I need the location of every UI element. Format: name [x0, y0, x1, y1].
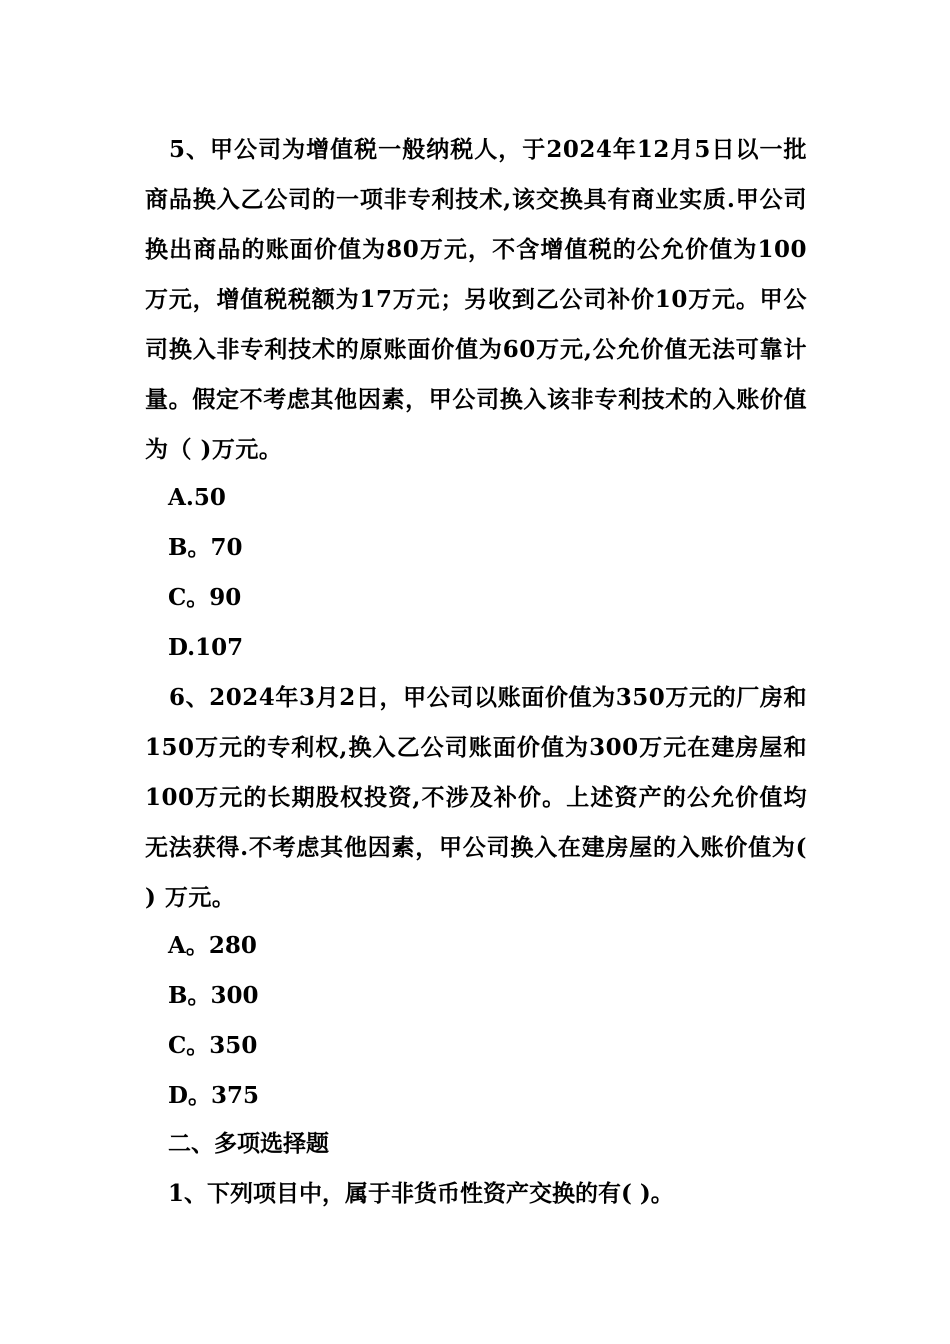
multi-question-1-stem: 1、下列项目中，属于非货币性资产交换的有( )。	[168, 1180, 674, 1207]
question-6-stem: 6、2024年3月2日，甲公司以账面价值为350万元的厂房和150万元的专利权,换入乙公司账面价值为300万元在建房屋和100万元的长期股权投资,不涉及补价。上述资产的公允价值均无法获得.不考虑其他因素，甲公司换入在建房屋的入账价值为( ) 万元。	[145, 684, 807, 911]
question-5-stem: 5、甲公司为增值税一般纳税人，于2024年12月5日以一批商品换入乙公司的一项非专利技术,该交换具有商业实质.甲公司换出商品的账面价值为80万元，不含增值税的公允价值为100万元，增值税税额为17万元；另收到乙公司补价10万元。甲公司换入非专利技术的原账面价值为60万元,公允价值无法可靠计量。假定不考虑其他因素，甲公司换入该非专利技术的入账价值为（ )万元。	[145, 136, 807, 463]
question-5-option-a: A.50	[168, 484, 226, 511]
section-heading: 二、多项选择题	[168, 1130, 329, 1157]
question-5-option-b: B。70	[168, 534, 243, 561]
question-6-option-d: D。375	[168, 1082, 259, 1109]
question-6-option-c: C。350	[168, 1032, 258, 1059]
question-6-option-a: A。280	[168, 932, 257, 959]
question-6-option-b: B。300	[168, 982, 259, 1009]
question-5-option-c: C。90	[168, 584, 242, 611]
question-5-option-d: D.107	[168, 634, 244, 661]
